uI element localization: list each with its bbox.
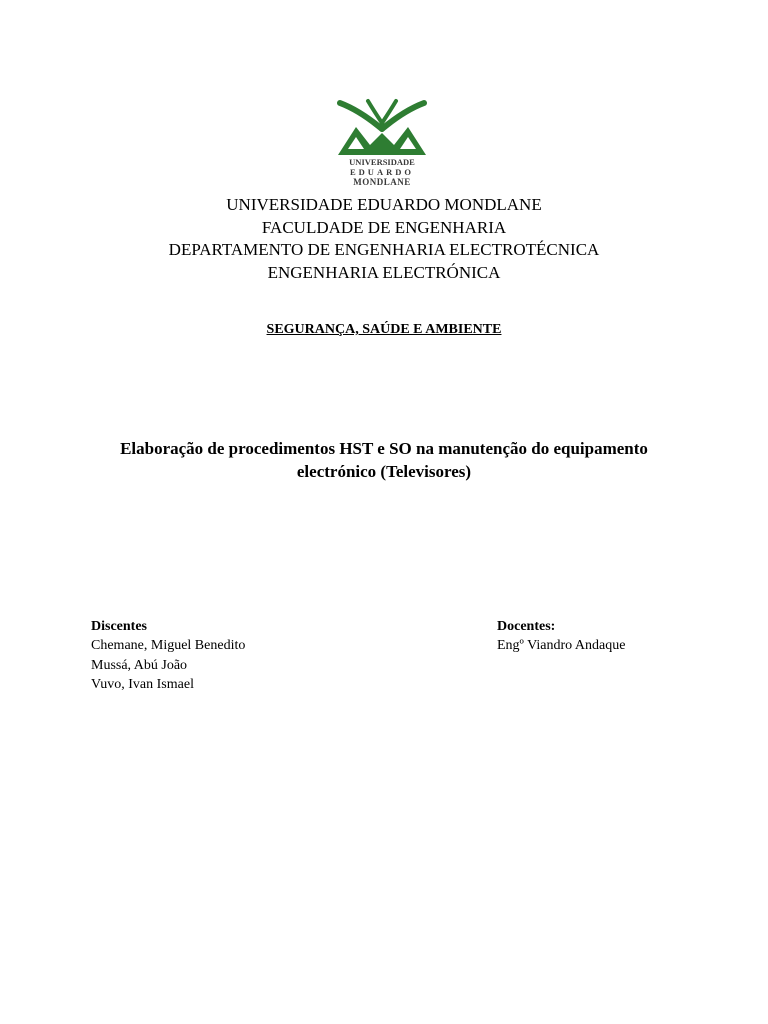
work-title: [84, 437, 684, 483]
students-heading: Discentes: [91, 619, 147, 634]
students-block: [91, 617, 245, 694]
faculty-name: FACULDADE DE ENGENHARIA: [261, 217, 507, 237]
university-name: UNIVERSIDADE EDUARDO MONDLANE: [226, 195, 542, 214]
logo-emblem-icon: [334, 97, 430, 157]
student-name: Mussá, Abú João: [91, 657, 188, 673]
logo-text-line2: EDUARDO: [350, 167, 414, 177]
university-logo: [334, 97, 430, 189]
teachers-block: [497, 617, 625, 656]
logo-text-line3: MONDLANE: [353, 177, 411, 187]
work-title-line1: Elaboração de procedimentos HST e SO na manutenção do equipamento: [120, 439, 648, 458]
work-title-line2: electrónico (Televisores): [296, 462, 472, 481]
student-name: Chemane, Miguel Benedito: [91, 638, 246, 654]
student-name: Vuvo, Ivan Ismael: [91, 676, 194, 692]
department-name: DEPARTAMENTO DE ENGENHARIA ELECTROTÉCNICA: [168, 240, 600, 259]
logo-text-line1: UNIVERSIDADE: [349, 157, 415, 167]
institution-block: [0, 194, 768, 284]
teachers-heading: Docentes:: [497, 619, 556, 634]
subject-title: SEGURANÇA, SAÚDE E AMBIENTE: [266, 322, 502, 337]
course-name: ENGENHARIA ELECTRÓNICA: [267, 262, 501, 282]
teacher-name: Engº Viandro Andaque: [497, 638, 626, 654]
